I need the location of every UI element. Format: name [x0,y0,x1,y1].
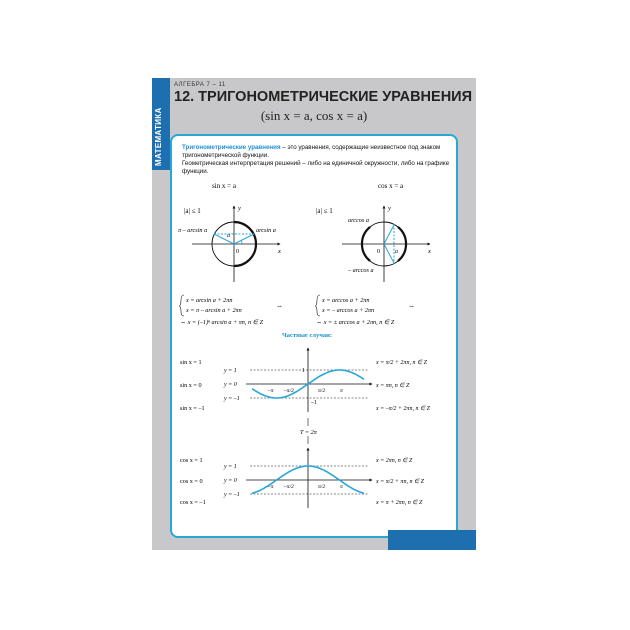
sin-row-level-1: y = 0 [224,382,237,388]
cos-row-eq-1: cos x = 0 [180,478,203,485]
cos-heading: cos x = a [378,182,404,190]
sin-row-eq-1: sin x = 0 [180,382,202,389]
sin-row-eq-2: sin x = –1 [180,405,205,412]
sin-row-level-2: y = –1 [224,396,240,402]
sin-point-a: a [227,233,230,239]
cos-label-bottom: – arccos a [348,267,374,274]
cos-row-level-0: y = 1 [224,464,237,470]
cos-condition: |a| ≤ 1 [316,207,333,215]
sin-row-eq-0: sin x = 1 [180,359,202,366]
content-card [170,134,458,538]
cos-row-eq-0: cos x = 1 [180,457,203,464]
diagrams-svg [172,136,456,536]
cos-tick-mpi: –π [268,484,274,490]
poster [152,78,476,550]
sin-label-left: π – arcsin a [178,227,208,234]
cos-axis-y: y [388,205,391,212]
special-heading: Частные случаи: [282,332,333,339]
cos-formula-2: x = – arccos a + 2πn [322,307,375,314]
definition-body: – это уравнения, содержащие неизвестное под знаком тригонометрической функции. [182,144,441,159]
period-indicator [300,418,318,444]
cos-tick-mpi2: –π/2 [284,484,294,490]
cos-row-level-2: y = –1 [224,492,240,498]
cos-row-level-1: y = 0 [224,478,237,484]
sin-equiv: ⇔ [276,302,283,310]
cos-row-sol-1: x = π/2 + πn, n ∈ Z [376,479,425,485]
cos-tick-pi2: π/2 [318,484,326,490]
cos-special-graph [180,444,425,508]
cos-formula-3: ⇔ x = ± arccos a + 2πn, n ∈ Z [316,319,395,326]
cos-curve-label: y = cos x [319,444,339,464]
sin-circle-diagram [178,182,283,326]
sin-origin: 0 [236,249,239,255]
sin-formula-3: ⇔ x = (–1)ⁿ arcsin a + πn, n ∈ Z [180,319,264,326]
sin-ytick-1: 1 [302,368,305,374]
period-label: T = 2π [300,429,317,436]
cos-circle-diagram [315,182,431,326]
sin-ytick-m1: –1 [311,400,317,406]
sin-tick-mpi: –π [268,388,274,394]
cos-tick-pi: π [340,484,343,490]
sin-row-sol-0: x = π/2 + 2πn, n ∈ Z [376,360,428,366]
cos-row-sol-2: x = π + 2πn, n ∈ Z [376,500,423,506]
definition-geometry: Геометрическая интерпретация решений – либо на единичной окружности, либо на графике функции. [182,160,450,175]
bottom-blue-bar [388,530,476,550]
sin-axis-y: y [238,205,241,212]
sin-row-sol-2: x = –π/2 + 2πn, n ∈ Z [376,406,431,412]
sin-label-right: arcsin a [256,227,276,234]
poster-subtitle: (sin x = a, cos x = a) [260,108,368,123]
cos-axis-x: x [428,248,431,255]
sin-tick-mpi2: –π/2 [284,388,294,394]
cos-label-top: arccos a [348,217,369,224]
sin-tick-pi: π [340,388,343,394]
sin-special-graph [180,348,431,412]
cos-origin: 0 [377,249,380,255]
poster-title: 12. ТРИГОНОМЕТРИЧЕСКИЕ УРАВНЕНИЯ [174,89,473,105]
sin-heading: sin x = a [212,182,236,190]
spine-tab [152,78,170,170]
sin-row-sol-1: x = πn, n ∈ Z [376,383,410,389]
definition-term: Тригонометрические уравнения [182,144,281,151]
cos-row-eq-2: cos x = –1 [180,499,206,506]
sin-curve-label: y = sin x [335,353,356,370]
cos-point-a: a [395,249,398,255]
sin-axis-x: x [278,248,281,255]
series-label: АЛГЕБРА 7 – 11 [174,82,226,88]
sin-formula-1: x = arcsin a + 2πn [186,297,233,304]
cos-row-sol-0: x = 2πn, n ∈ Z [376,458,413,464]
sin-tick-pi2: π/2 [318,388,326,394]
cos-formula-1: x = arccos a + 2πn [322,297,370,304]
sin-row-level-0: y = 1 [224,368,237,374]
cos-equiv: ⇔ [408,302,415,310]
sin-condition: |a| ≤ 1 [184,207,201,215]
spine-label: МАТЕМАТИКА [154,107,163,166]
sin-formula-2: x = π – arcsin a + 2πn [186,307,242,314]
